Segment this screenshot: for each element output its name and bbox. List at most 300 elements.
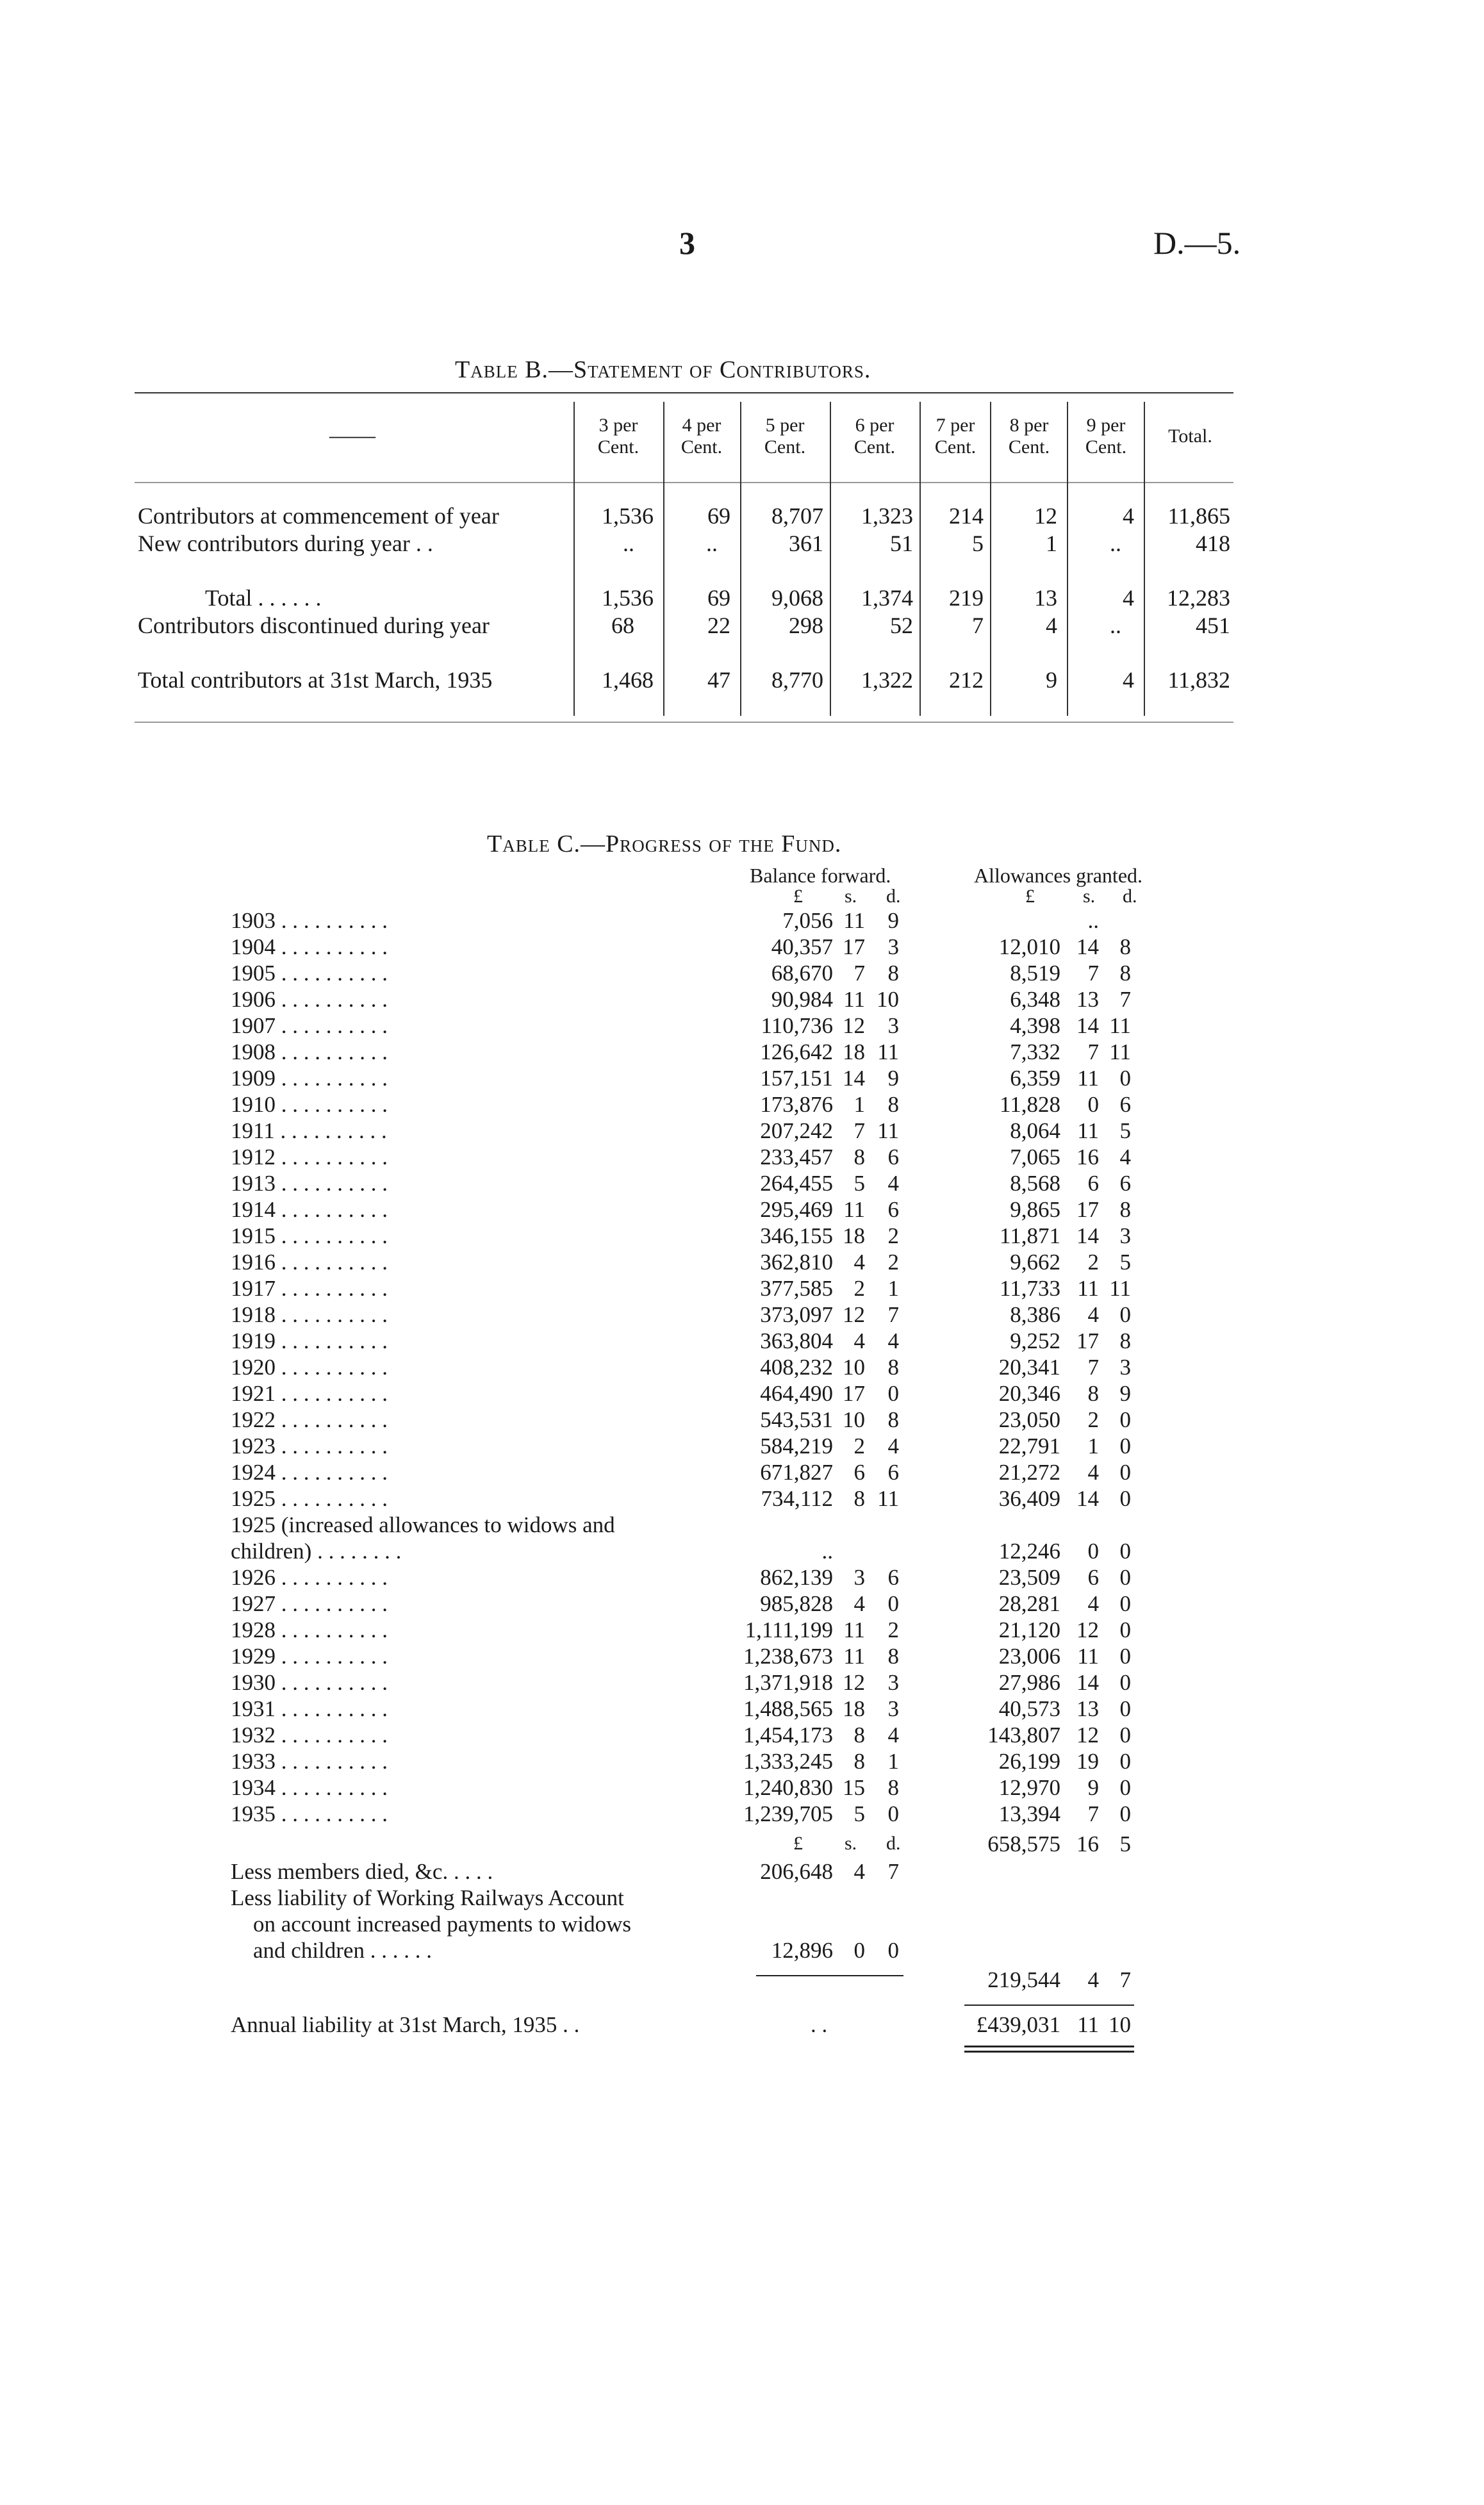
- allowance-pounds: 8,064: [1010, 1118, 1060, 1143]
- year-label: 1911 . . . . . . . . . .: [231, 1118, 387, 1143]
- total-rule: [964, 2005, 1134, 2006]
- balance-pence: 4: [887, 1434, 899, 1459]
- balance-shillings: 2: [853, 1276, 865, 1301]
- balance-shillings: 4: [853, 1250, 865, 1275]
- table-cell: 69: [707, 503, 730, 529]
- balance-pence: 2: [887, 1250, 899, 1275]
- allowance-pounds: 6,359: [1010, 1066, 1060, 1091]
- allowance-pounds: 23,006: [998, 1644, 1060, 1669]
- allowance-pence: 0: [1119, 1486, 1131, 1511]
- year-label: 1909 . . . . . . . . . .: [231, 1066, 388, 1091]
- allowance-pence: 8: [1119, 934, 1131, 959]
- deduction-total-pounds: 219,544: [987, 1967, 1060, 1992]
- document-reference: D.—5.: [1153, 225, 1241, 261]
- balance-pounds: 1,111,199: [745, 1617, 833, 1642]
- year-label: 1912 . . . . . . . . . .: [231, 1145, 388, 1170]
- allowance-pence: 3: [1119, 1223, 1131, 1248]
- year-label: 1931 . . . . . . . . . .: [231, 1696, 388, 1721]
- annual-liability-dots: . .: [811, 2012, 828, 2037]
- balance-pence: 1: [887, 1749, 899, 1774]
- allowance-pounds: 40,573: [998, 1696, 1060, 1721]
- allowance-shillings: 16: [1076, 1145, 1099, 1170]
- header-3-per-cent: 3 per Cent.: [597, 415, 639, 458]
- lsd-pounds: £: [793, 886, 803, 907]
- allowance-pence: 3: [1119, 1355, 1131, 1380]
- year-label: 1928 . . . . . . . . . .: [231, 1617, 388, 1642]
- balance-pounds: 173,876: [760, 1092, 833, 1117]
- year-label: 1905 . . . . . . . . . .: [231, 961, 388, 986]
- allowance-pounds: 11,828: [1000, 1092, 1060, 1117]
- allowance-shillings: 17: [1076, 1328, 1099, 1353]
- balance-shillings: 8: [853, 1486, 865, 1511]
- year-label: 1925 . . . . . . . . . .: [231, 1486, 388, 1511]
- table-cell: 1,468: [602, 667, 654, 693]
- allowance-pence: 0: [1119, 1434, 1131, 1459]
- table-cell: 11,832: [1167, 667, 1230, 693]
- balance-pounds: 1,454,173: [743, 1723, 833, 1748]
- balance-pounds: 543,531: [760, 1407, 833, 1432]
- table-b-title: Table B.—Statement of Contributors.: [455, 356, 871, 383]
- allowance-pounds: 9,662: [1010, 1250, 1060, 1275]
- balance-pounds: 1,488,565: [743, 1696, 833, 1721]
- allowance-pounds: 6,348: [1010, 987, 1060, 1012]
- allowance-pence: 6: [1119, 1092, 1131, 1117]
- year-label: 1933 . . . . . . . . . .: [231, 1749, 388, 1774]
- year-label: 1925 (increased allowances to widows and: [231, 1512, 615, 1537]
- table-cell: 47: [707, 667, 730, 693]
- year-label: 1916 . . . . . . . . . .: [231, 1250, 388, 1275]
- allowance-shillings: 11: [1077, 1644, 1099, 1669]
- balance-pence: 2: [887, 1617, 899, 1642]
- allowance-pence: 0: [1119, 1407, 1131, 1432]
- allowance-shillings: 0: [1087, 1539, 1099, 1564]
- table-cell: 22: [707, 613, 730, 638]
- balance-pence: 3: [887, 1696, 899, 1721]
- balance-pence: 4: [887, 1328, 899, 1353]
- less-liability-pounds: 12,896: [771, 1938, 833, 1963]
- table-cell: 1,322: [861, 667, 913, 693]
- allowance-pounds: 9,252: [1010, 1328, 1060, 1353]
- balance-pence: 8: [887, 961, 899, 986]
- table-cell: 12: [1034, 503, 1057, 529]
- allowance-pounds: 27,986: [998, 1670, 1060, 1695]
- table-cell: 298: [789, 613, 823, 638]
- deduction-total-pence: 7: [1119, 1967, 1131, 1992]
- table-cell: 4: [1123, 503, 1134, 529]
- header-blank: ——: [329, 422, 375, 448]
- total-allowances-pence: 5: [1119, 1831, 1131, 1856]
- allowance-pounds: 11,871: [1000, 1223, 1060, 1248]
- allowance-pence: 0: [1119, 1801, 1131, 1826]
- allowance-pence: 0: [1119, 1565, 1131, 1590]
- year-label: 1934 . . . . . . . . . .: [231, 1775, 388, 1800]
- allowance-pounds: 21,120: [998, 1617, 1060, 1642]
- year-label: 1927 . . . . . . . . . .: [231, 1591, 388, 1616]
- balance-pence: 11: [877, 1486, 899, 1511]
- balance-pounds: 68,670: [771, 961, 833, 986]
- total-allowances-shillings: 16: [1076, 1831, 1099, 1856]
- balance-shillings: 10: [843, 1355, 865, 1380]
- balance-shillings: 4: [853, 1591, 865, 1616]
- year-label: 1921 . . . . . . . . . .: [231, 1381, 388, 1406]
- table-b: [135, 392, 1233, 723]
- table-cell: 7: [972, 613, 984, 638]
- annual-liability-pence: 10: [1109, 2012, 1131, 2037]
- header-4-per-cent: 4 per Cent.: [680, 415, 723, 458]
- year-label: 1918 . . . . . . . . . .: [231, 1302, 388, 1327]
- allowance-pence: 11: [1109, 1039, 1131, 1064]
- balance-pence: 8: [887, 1775, 899, 1800]
- deduction-total-shillings: 4: [1087, 1967, 1099, 1992]
- balance-shillings: 5: [853, 1171, 865, 1196]
- allowance-pounds: 20,346: [998, 1381, 1060, 1406]
- balance-pounds: 373,097: [760, 1302, 833, 1327]
- balance-shillings: 8: [853, 1723, 865, 1748]
- balance-shillings: 8: [853, 1145, 865, 1170]
- table-cell: ..: [1110, 531, 1121, 556]
- balance-pence: 11: [877, 1039, 899, 1064]
- table-cell: 9: [1046, 667, 1057, 693]
- table-cell: 13: [1034, 585, 1057, 611]
- year-label: 1908 . . . . . . . . . .: [231, 1039, 388, 1064]
- lsd-pounds: £: [793, 1833, 803, 1854]
- balance-pounds: 1,333,245: [743, 1749, 833, 1774]
- allowance-shillings: 14: [1076, 1223, 1099, 1248]
- balance-shillings: 18: [843, 1039, 865, 1064]
- lsd-shillings: s.: [845, 1833, 857, 1854]
- balance-pounds: 40,357: [771, 934, 833, 959]
- balance-shillings: 11: [843, 1644, 865, 1669]
- column-header-allowances: Allowances granted.: [974, 864, 1143, 887]
- year-label: 1929 . . . . . . . . . .: [231, 1644, 388, 1669]
- balance-pounds: 346,155: [760, 1223, 833, 1248]
- balance-pence: 2: [887, 1223, 899, 1248]
- allowance-pence: 11: [1109, 1276, 1131, 1301]
- allowance-pence: 11: [1109, 1013, 1131, 1038]
- allowance-pence: 0: [1119, 1460, 1131, 1485]
- row-label-new: New contributors during year . .: [138, 531, 433, 556]
- balance-pounds: 264,455: [760, 1171, 833, 1196]
- allowance-pence: 4: [1119, 1145, 1131, 1170]
- balance-pounds: 985,828: [760, 1591, 833, 1616]
- double-rule-bottom: [964, 2051, 1134, 2053]
- balance-pence: 4: [887, 1171, 899, 1196]
- allowance-shillings: 12: [1076, 1723, 1099, 1748]
- year-label: 1930 . . . . . . . . . .: [231, 1670, 388, 1695]
- less-liability-line-1: Less liability of Working Railways Account: [231, 1885, 624, 1910]
- lsd-shillings: s.: [1083, 886, 1096, 907]
- year-label: 1923 . . . . . . . . . .: [231, 1434, 388, 1459]
- table-cell: 4: [1123, 667, 1134, 693]
- balance-pounds: 377,585: [760, 1276, 833, 1301]
- balance-pounds: 362,810: [760, 1250, 833, 1275]
- balance-shillings: 10: [843, 1407, 865, 1432]
- allowance-shillings: 4: [1087, 1460, 1099, 1485]
- header-6-per-cent: 6 per Cent.: [853, 415, 896, 458]
- year-label: 1924 . . . . . . . . . .: [231, 1460, 388, 1485]
- less-died-shillings: 4: [853, 1859, 865, 1884]
- header-5-per-cent: 5 per Cent.: [764, 415, 806, 458]
- year-label: 1922 . . . . . . . . . .: [231, 1407, 388, 1432]
- row-label-total-at-march: Total contributors at 31st March, 1935: [138, 667, 493, 693]
- allowance-pounds: 7,065: [1010, 1145, 1060, 1170]
- allowance-shillings: 19: [1076, 1749, 1099, 1774]
- less-died-pounds: 206,648: [760, 1859, 833, 1884]
- table-cell: 451: [1196, 613, 1230, 638]
- balance-shillings: 5: [853, 1801, 865, 1826]
- allowance-pounds: 20,341: [998, 1355, 1060, 1380]
- less-liability-pence: 0: [887, 1938, 899, 1963]
- less-liability-line-2: on account increased payments to widows: [253, 1912, 631, 1937]
- allowance-pounds: 9,865: [1010, 1197, 1060, 1222]
- allowance-pence: 0: [1119, 1539, 1131, 1564]
- table-cell: 69: [707, 585, 730, 611]
- allowance-shillings: 7: [1087, 961, 1099, 986]
- year-label: 1907 . . . . . . . . . .: [231, 1013, 388, 1038]
- balance-pounds: 862,139: [760, 1565, 833, 1590]
- allowance-pence: 6: [1119, 1171, 1131, 1196]
- balance-shillings: 11: [843, 1617, 865, 1642]
- allowance-shillings: 2: [1087, 1250, 1099, 1275]
- allowance-shillings: 11: [1077, 1118, 1099, 1143]
- lsd-pence: d.: [886, 886, 901, 907]
- balance-shillings: 6: [853, 1460, 865, 1485]
- allowance-pence: 9: [1119, 1381, 1131, 1406]
- balance-pence: 6: [887, 1197, 899, 1222]
- balance-pounds: 734,112: [761, 1486, 833, 1511]
- year-label: 1920 . . . . . . . . . .: [231, 1355, 388, 1380]
- less-liability-shillings: 0: [853, 1938, 865, 1963]
- balance-shillings: 2: [853, 1434, 865, 1459]
- allowance-pence: 0: [1119, 1749, 1131, 1774]
- total-allowances-pounds: 658,575: [987, 1831, 1060, 1856]
- balance-pounds: ..: [821, 1539, 833, 1564]
- balance-pounds: 671,827: [760, 1460, 833, 1485]
- lsd-pounds: £: [1025, 886, 1035, 907]
- balance-pounds: 1,239,705: [743, 1801, 833, 1826]
- table-cell: 68: [611, 613, 634, 638]
- balance-pounds: 295,469: [760, 1197, 833, 1222]
- table-cell: 1: [1046, 531, 1057, 556]
- balance-pence: 6: [887, 1145, 899, 1170]
- allowance-shillings: 11: [1077, 1276, 1099, 1301]
- balance-shillings: 11: [843, 987, 865, 1012]
- balance-pence: 11: [877, 1118, 899, 1143]
- allowance-shillings: 14: [1076, 1486, 1099, 1511]
- allowance-pounds: 23,509: [998, 1565, 1060, 1590]
- allowance-pence: 0: [1119, 1696, 1131, 1721]
- balance-pounds: 126,642: [760, 1039, 833, 1064]
- allowance-pounds: 8,568: [1010, 1171, 1060, 1196]
- allowance-shillings: 11: [1077, 1066, 1099, 1091]
- allowance-pence: 8: [1119, 1328, 1131, 1353]
- balance-pence: 3: [887, 1013, 899, 1038]
- balance-shillings: 4: [853, 1328, 865, 1353]
- balance-pounds: 1,240,830: [743, 1775, 833, 1800]
- allowance-pence: 8: [1119, 1197, 1131, 1222]
- table-cell: 4: [1123, 585, 1134, 611]
- allowance-pounds: 26,199: [998, 1749, 1060, 1774]
- allowance-shillings: 4: [1087, 1591, 1099, 1616]
- balance-pence: 9: [887, 1066, 899, 1091]
- allowance-shillings: 13: [1076, 1696, 1099, 1721]
- allowance-shillings: 7: [1087, 1355, 1099, 1380]
- less-liability-line-3: and children . . . . . .: [253, 1938, 432, 1963]
- column-header-balance: Balance forward.: [750, 864, 891, 887]
- balance-pounds: 110,736: [761, 1013, 833, 1038]
- allowance-pounds: 8,386: [1010, 1302, 1060, 1327]
- allowance-shillings: 14: [1076, 1013, 1099, 1038]
- table-cell: 51: [890, 531, 913, 556]
- balance-shillings: 18: [843, 1696, 865, 1721]
- allowance-pence: 5: [1119, 1250, 1131, 1275]
- balance-shillings: 15: [843, 1775, 865, 1800]
- allowance-pence: 8: [1119, 961, 1131, 986]
- header-7-per-cent: 7 per Cent.: [934, 415, 977, 458]
- year-label: 1926 . . . . . . . . . .: [231, 1565, 388, 1590]
- balance-pounds: 1,238,673: [743, 1644, 833, 1669]
- balance-pence: 0: [887, 1591, 899, 1616]
- allowance-pounds: 12,010: [998, 934, 1060, 959]
- allowance-shillings: 4: [1087, 1302, 1099, 1327]
- less-died-label: Less members died, &c. . . . .: [231, 1859, 493, 1884]
- balance-pounds: 464,490: [760, 1381, 833, 1406]
- allowance-shillings: 2: [1087, 1407, 1099, 1432]
- table-cell: ..: [1110, 613, 1121, 638]
- year-label: children) . . . . . . . .: [231, 1539, 402, 1564]
- table-cell: 1,323: [861, 503, 913, 529]
- table-cell: 212: [949, 667, 984, 693]
- table-cell: 361: [789, 531, 823, 556]
- allowance-shillings: 9: [1087, 1775, 1099, 1800]
- balance-pounds: 408,232: [760, 1355, 833, 1380]
- allowance-shillings: 7: [1087, 1801, 1099, 1826]
- allowance-pounds: 12,246: [998, 1539, 1060, 1564]
- balance-pence: 8: [887, 1092, 899, 1117]
- subtotal-rule: [756, 1975, 903, 1976]
- lsd-shillings: s.: [845, 886, 857, 907]
- allowance-shillings: ..: [1087, 908, 1099, 933]
- balance-pounds: 363,804: [760, 1328, 833, 1353]
- allowance-pounds: 12,970: [998, 1775, 1060, 1800]
- year-label: 1917 . . . . . . . . . .: [231, 1276, 388, 1301]
- row-label-commencement: Contributors at commencement of year: [138, 503, 499, 529]
- allowance-shillings: 14: [1076, 1670, 1099, 1695]
- allowance-pounds: 8,519: [1010, 961, 1060, 986]
- balance-shillings: 7: [853, 1118, 865, 1143]
- allowance-pence: 0: [1119, 1775, 1131, 1800]
- row-label-discontinued: Contributors discontinued during year: [138, 613, 490, 638]
- page-number: 3: [679, 225, 695, 261]
- allowance-pounds: 4,398: [1010, 1013, 1060, 1038]
- allowance-shillings: 13: [1076, 987, 1099, 1012]
- year-label: 1919 . . . . . . . . . .: [231, 1328, 388, 1353]
- balance-pence: 8: [887, 1407, 899, 1432]
- balance-shillings: 12: [843, 1302, 865, 1327]
- allowance-pounds: 143,807: [987, 1723, 1060, 1748]
- balance-pence: 6: [887, 1460, 899, 1485]
- balance-pence: 9: [887, 908, 899, 933]
- balance-pounds: 7,056: [782, 908, 833, 933]
- table-cell: 1,536: [602, 585, 654, 611]
- allowance-pounds: 22,791: [998, 1434, 1060, 1459]
- balance-pence: 8: [887, 1644, 899, 1669]
- allowance-pence: 0: [1119, 1591, 1131, 1616]
- table-cell: 1,536: [602, 503, 654, 529]
- year-label: 1910 . . . . . . . . . .: [231, 1092, 388, 1117]
- balance-pence: 8: [887, 1355, 899, 1380]
- balance-pence: 7: [887, 1302, 899, 1327]
- balance-shillings: 18: [843, 1223, 865, 1248]
- allowance-shillings: 14: [1076, 934, 1099, 959]
- allowance-pounds: 28,281: [998, 1591, 1060, 1616]
- allowance-pounds: 13,394: [998, 1801, 1060, 1826]
- balance-pounds: 90,984: [771, 987, 833, 1012]
- allowance-pounds: 23,050: [998, 1407, 1060, 1432]
- table-cell: 1,374: [861, 585, 913, 611]
- allowance-pence: 0: [1119, 1066, 1131, 1091]
- allowance-shillings: 12: [1076, 1617, 1099, 1642]
- allowance-pounds: 7,332: [1010, 1039, 1060, 1064]
- allowance-pence: 7: [1119, 987, 1131, 1012]
- table-cell: ..: [623, 531, 634, 556]
- balance-pounds: 157,151: [760, 1066, 833, 1091]
- balance-shillings: 8: [853, 1749, 865, 1774]
- balance-shillings: 12: [843, 1670, 865, 1695]
- table-cell: 12,283: [1167, 585, 1230, 611]
- balance-pence: 4: [887, 1723, 899, 1748]
- allowance-shillings: 8: [1087, 1381, 1099, 1406]
- allowance-pence: 0: [1119, 1670, 1131, 1695]
- year-label: 1904 . . . . . . . . . .: [231, 934, 388, 959]
- balance-pounds: 1,371,918: [743, 1670, 833, 1695]
- balance-pounds: 233,457: [760, 1145, 833, 1170]
- table-cell: 8,770: [771, 667, 823, 693]
- year-label: 1932 . . . . . . . . . .: [231, 1723, 388, 1748]
- balance-pence: 0: [887, 1381, 899, 1406]
- double-rule-top: [964, 2046, 1134, 2047]
- allowance-shillings: 0: [1087, 1092, 1099, 1117]
- allowance-shillings: 6: [1087, 1171, 1099, 1196]
- allowance-pence: 0: [1119, 1302, 1131, 1327]
- balance-shillings: 11: [843, 908, 865, 933]
- table-cell: 418: [1196, 531, 1230, 556]
- lsd-pence: d.: [1123, 886, 1137, 907]
- year-label: 1913 . . . . . . . . . .: [231, 1171, 388, 1196]
- balance-shillings: 1: [853, 1092, 865, 1117]
- header-9-per-cent: 9 per Cent.: [1085, 415, 1127, 458]
- less-died-pence: 7: [887, 1859, 899, 1884]
- allowance-pence: 0: [1119, 1617, 1131, 1642]
- balance-shillings: 17: [843, 1381, 865, 1406]
- allowance-pounds: 11,733: [1000, 1276, 1060, 1301]
- table-cell: 9,068: [771, 585, 823, 611]
- allowance-shillings: 1: [1087, 1434, 1099, 1459]
- header-8-per-cent: 8 per Cent.: [1008, 415, 1050, 458]
- header-total: Total.: [1168, 426, 1212, 447]
- table-cell: 214: [949, 503, 984, 529]
- year-label: 1903 . . . . . . . . . .: [231, 908, 388, 933]
- balance-shillings: 3: [853, 1565, 865, 1590]
- balance-shillings: 11: [843, 1197, 865, 1222]
- row-label-total: Total . . . . . .: [205, 585, 322, 611]
- table-cell: 52: [890, 613, 913, 638]
- lsd-pence: d.: [886, 1833, 901, 1854]
- balance-shillings: 7: [853, 961, 865, 986]
- year-label: 1906 . . . . . . . . . .: [231, 987, 388, 1012]
- balance-pence: 0: [887, 1801, 899, 1826]
- table-cell: 5: [972, 531, 984, 556]
